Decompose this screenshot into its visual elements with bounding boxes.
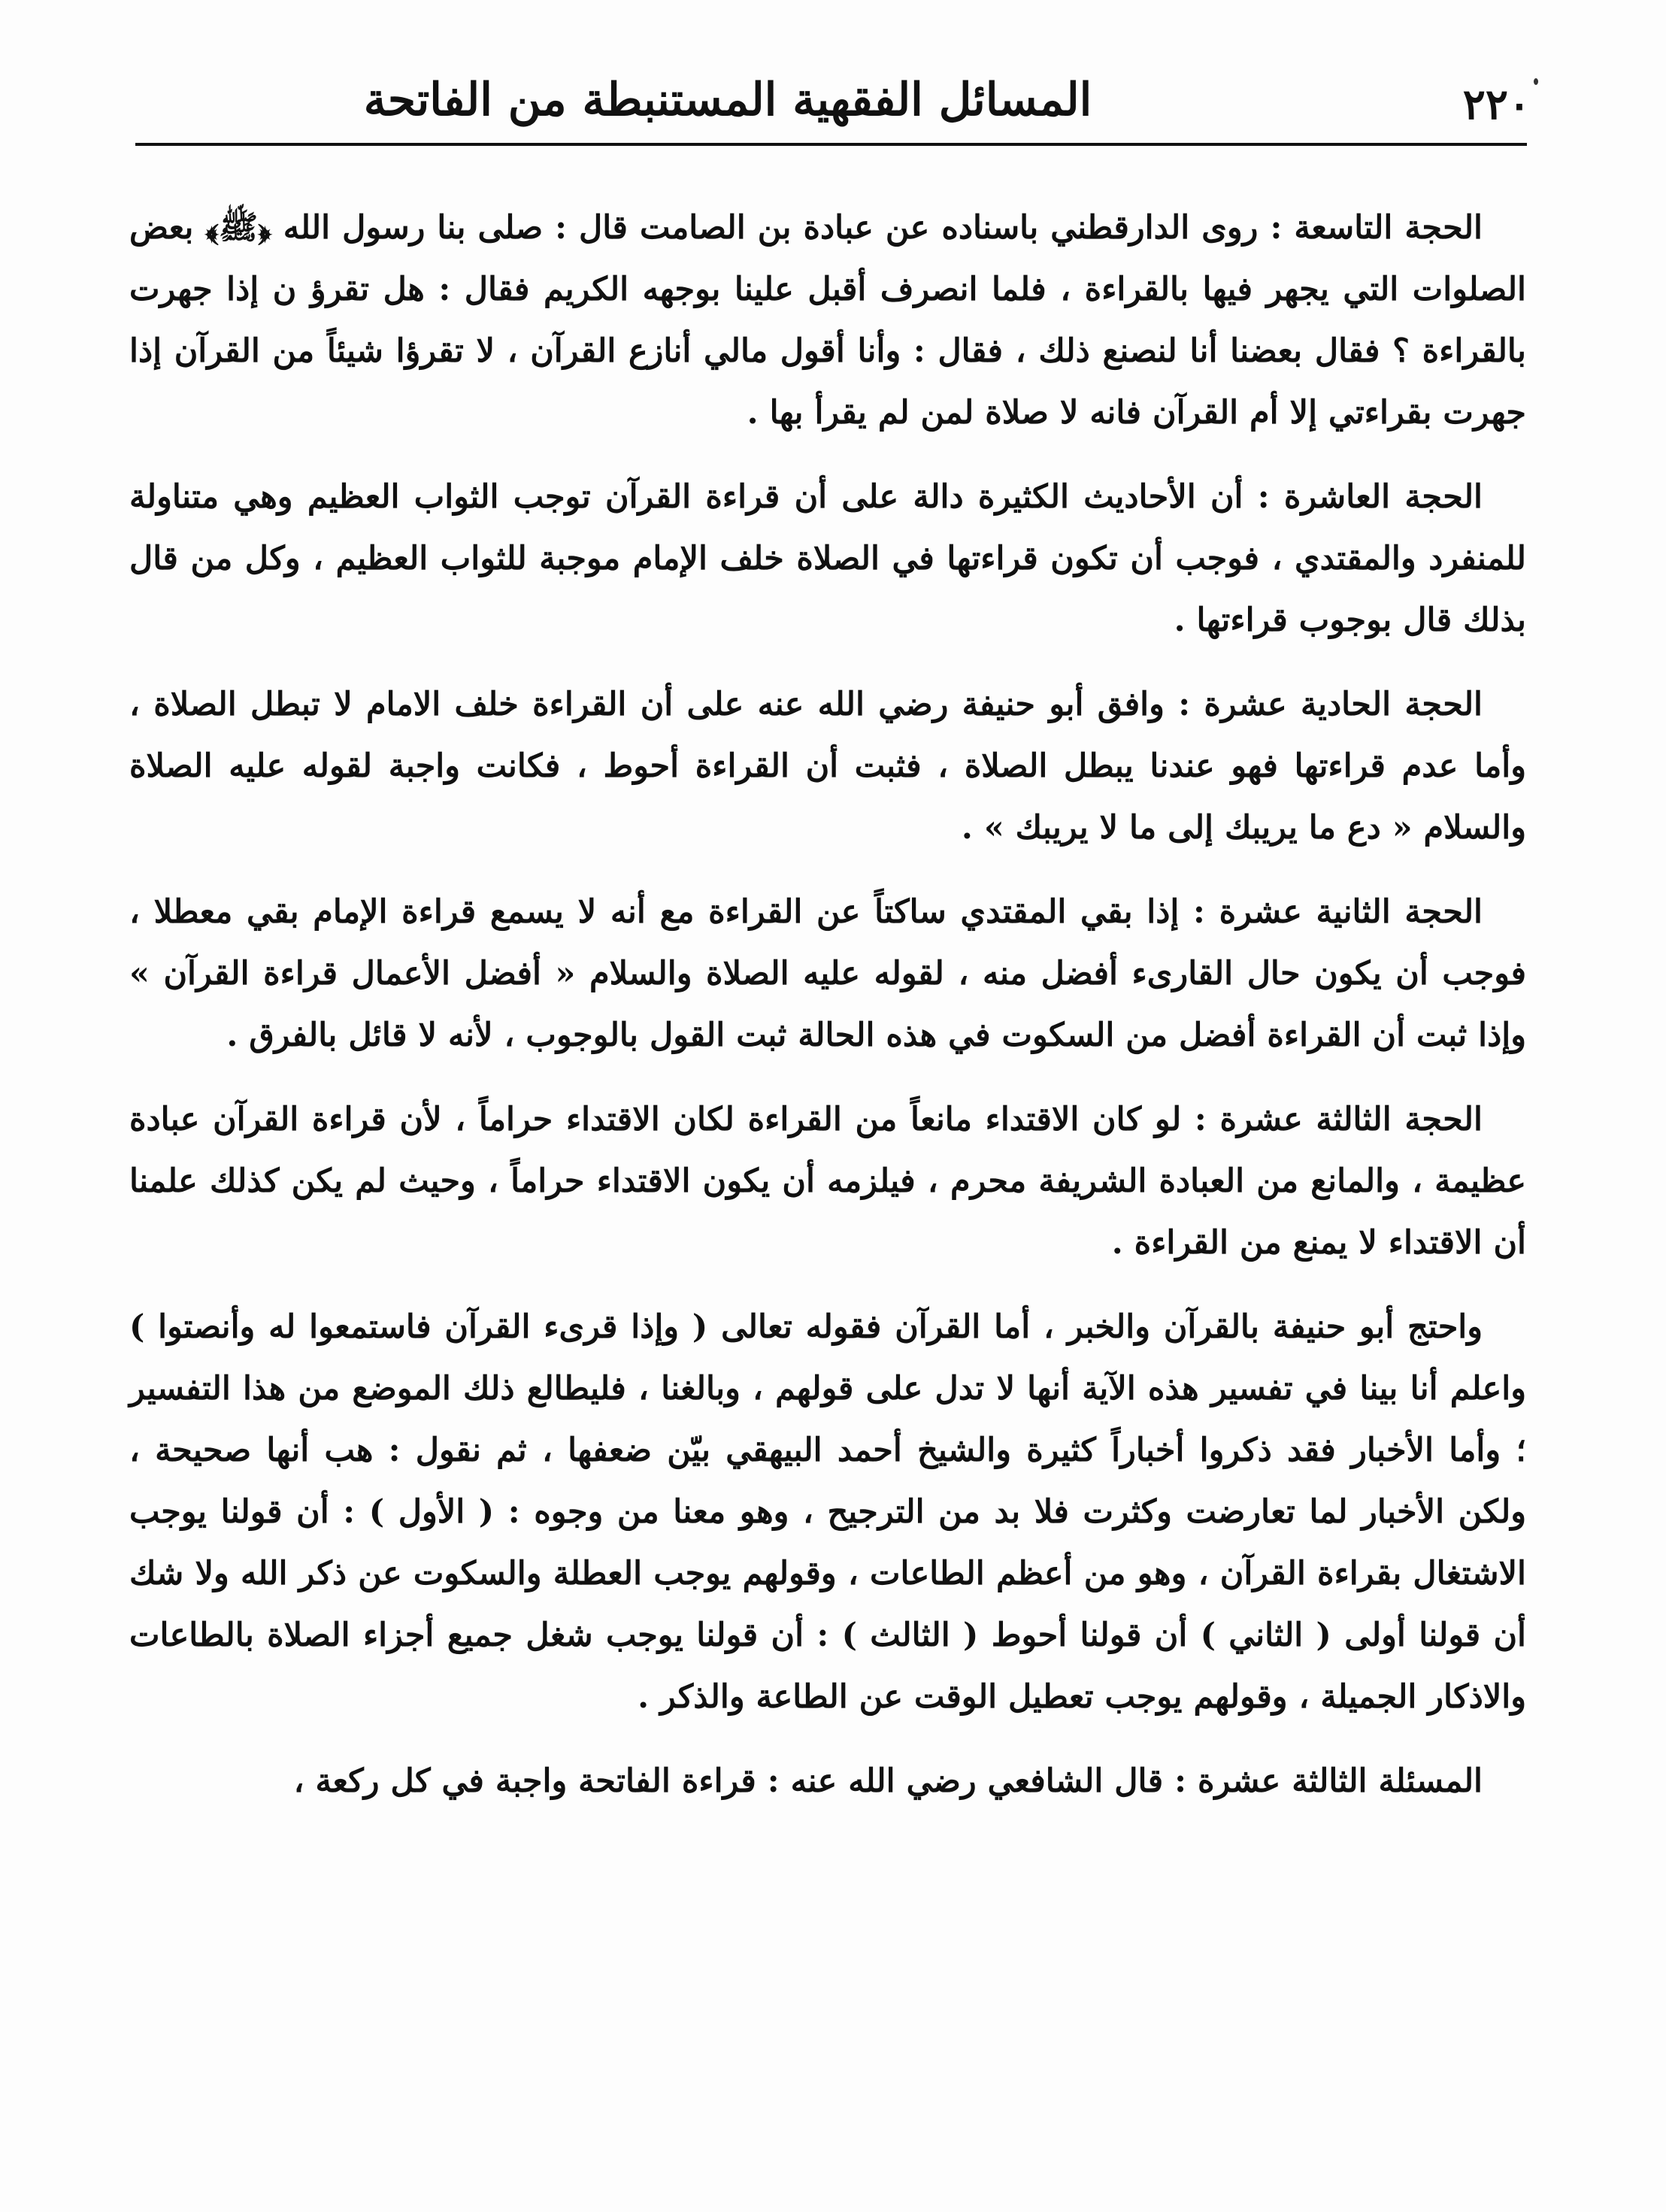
paragraph-thirteenth-argument: الحجة الثالثة عشرة : لو كان الاقتداء مانعاً من القراءة لكان الاقتداء حراماً ، لأن قراءة القرآن عبادة عظيمة ، والمانع من العبادة الشريفة محرم ، فيلزمه أن يكون الاقتداء حراماً ، وحيث لم يكن كذلك علمنا أن الاقتداء لا يمنع من القراءة . [129,1101,1527,1262]
paragraph-twelfth-argument: الحجة الثانية عشرة : إذا بقي المقتدي ساكتاً عن القراءة مع أنه لا يسمع قراءة الإمام بقي معطلا ، فوجب أن يكون حال القارىء أفضل منه ، لقوله عليه الصلاة والسلام « أفضل الأعمال قراءة القرآن » وإذا ثبت أن القراءة أفضل من السكوت في هذه الحالة ثبت القول بالوجوب ، لأنه لا قائل بالفرق . [129,893,1526,1054]
paragraph-eleventh-argument: الحجة الحادية عشرة : وافق أبو حنيفة رضي الله عنه على أن القراءة خلف الامام لا تبطل الصلاة ، وأما عدم قراءتها فهو عندنا يبطل الصلاة ، فثبت أن القراءة أحوط ، فكانت واجبة لقوله عليه الصلاة والسلام « دع ما يريبك إلى ما لا يريبك » . [129,686,1526,847]
paragraph-ninth-argument: الحجة التاسعة : روى الدارقطني باسناده عن عبادة بن الصامت قال : صلى بنا رسول الله ﴿ﷺ﴾ بعض الصلوات التي يجهر فيها بالقراءة ، فلما انصرف أقبل علينا بوجهه الكريم فقال : هل تقرؤ ن إذا جهرت بالقراءة ؟ فقال بعضنا أنا لنصنع ذلك ، فقال : وأنا أقول مالي أنازع القرآن ، لا تقرؤا شيئاً من القرآن إذا جهرت بقراءتي إلا أم القرآن فانه لا صلاة لمن لم يقرأ بها . [129,209,1526,432]
paragraph-thirteenth-issue: المسئلة الثالثة عشرة : قال الشافعي رضي الله عنه : قراءة الفاتحة واجبة في كل ركعة ، [293,1762,1483,1800]
paragraph-abu-hanifa-argument: واحتج أبو حنيفة بالقرآن والخبر ، أما القرآن فقوله تعالى ( وإذا قرىء القرآن فاستمعوا له وأنصتوا ) واعلم أنا بينا في تفسير هذه الآية أنها لا تدل على قولهم ، وبالغنا ، فليطالع ذلك الموضع من هذا التفسير ؛ وأما الأخبار فقد ذكروا أخباراً كثيرة والشيخ أحمد البيهقي بيّن ضعفها ، ثم نقول : هب أنها صحيحة ، ولكن الأخبار لما تعارضت وكثرت فلا بد من الترجيح ، وهو معنا من وجوه : ( الأول ) : أن قولنا يوجب الاشتغال بقراءة القرآن ، وهو من أعظم الطاعات ، وقولهم يوجب العطلة والسكوت عن ذكر الله ولا شك أن قولنا أولى ( الثاني ) أن قولنا أحوط ( الثالث ) : أن قولنا يوجب شغل جميع أجزاء الصلاة بالطاعات والاذكار الجميلة ، وقولهم يوجب تعطيل الوقت عن الطاعة والذكر . [129,1308,1526,1716]
paragraph-tenth-argument: الحجة العاشرة : أن الأحاديث الكثيرة دالة على أن قراءة القرآن توجب الثواب العظيم وهي متناولة للمنفرد والمقتدي ، فوجب أن تكون قراءتها في الصلاة خلف الإمام موجبة للثواب العظيم ، وكل من قال بذلك قال بوجوب قراءتها . [129,478,1526,639]
header-rule [135,143,1527,146]
page-body [129,197,1526,1835]
page-header [135,69,1531,152]
scan-speck [1534,78,1538,85]
page-number: ٢٢٠ [1462,80,1531,129]
running-title: المسائل الفقهية المستنبطة من الفاتحة [363,74,1092,126]
